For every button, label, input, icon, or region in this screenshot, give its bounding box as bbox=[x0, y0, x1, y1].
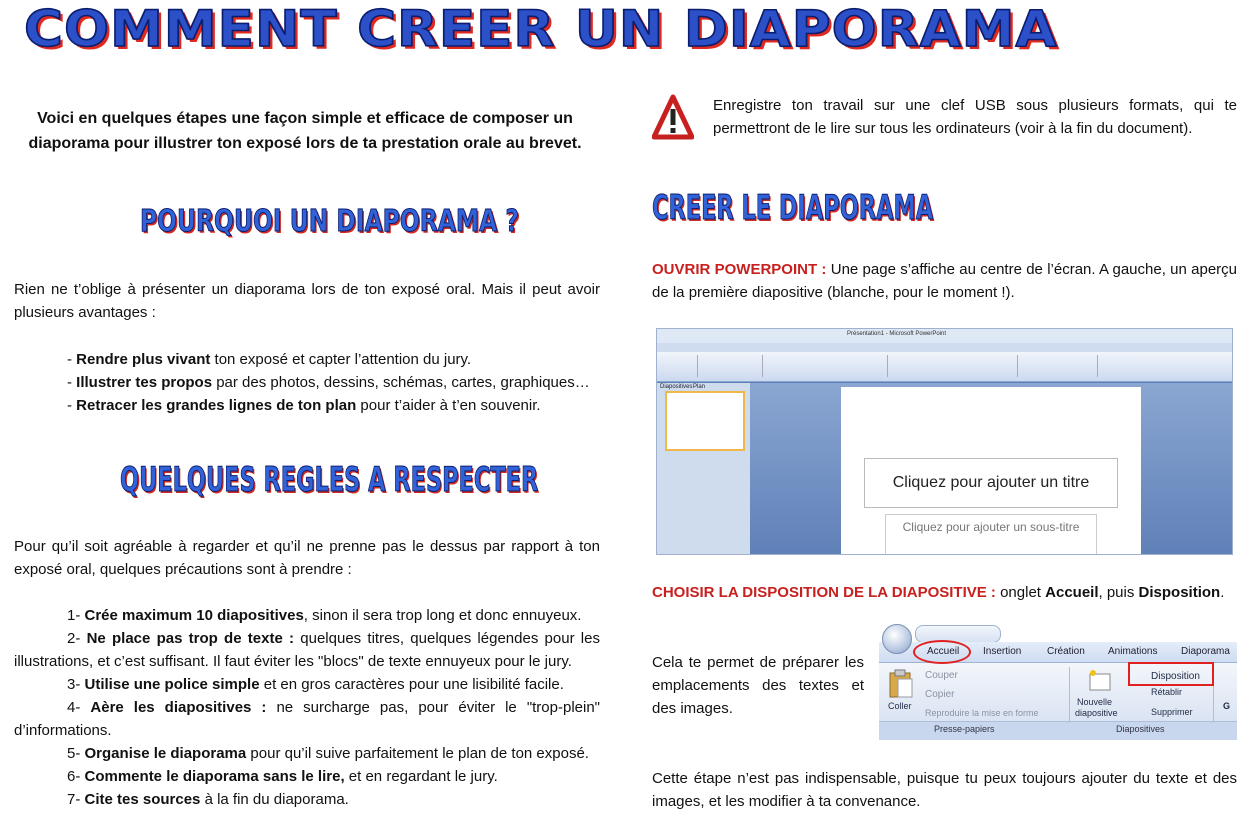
list-item: - Rendre plus vivant ton exposé et capter l’attention du jury. bbox=[67, 351, 472, 368]
step2-description: Cela te permet de préparer les emplacements des textes et des images. bbox=[652, 654, 864, 717]
list-item: 5- Organise le diaporama pour qu’il suive parfaitement le plan de ton exposé. bbox=[67, 745, 589, 762]
accueil-highlight bbox=[913, 640, 971, 664]
tab-diaporama[interactable]: Diaporama bbox=[1181, 646, 1230, 657]
copier-button[interactable]: Copier bbox=[925, 689, 955, 700]
section1-bullet-list bbox=[67, 348, 607, 417]
warning-text: Enregistre ton travail sur une clef USB sous plusieurs formats, qui te permettront de le lire sur tous les ordinateurs (voir à la fin du document). bbox=[713, 97, 1237, 137]
window-titlebar bbox=[657, 329, 1232, 343]
intro-text: Voici en quelques étapes une façon simple et efficace de composer un diaporama pour illustrer ton exposé lors de ta prestation orale au brevet. bbox=[28, 110, 582, 152]
step1-text: OUVRIR POWERPOINT : Une page s’affiche au centre de l’écran. A gauche, un aperçu de la première diapositive (blanche, pour le moment !). bbox=[652, 261, 1238, 301]
office-button[interactable] bbox=[882, 624, 912, 654]
nouvelle-diapositive-button[interactable]: Nouvelle bbox=[1077, 697, 1113, 707]
nouvelle-diapositive-label: diapositive bbox=[1075, 708, 1118, 718]
disposition-button[interactable]: Disposition bbox=[1151, 671, 1200, 682]
title-placeholder[interactable]: Cliquez pour ajouter un titre bbox=[864, 458, 1118, 508]
tab-creation[interactable]: Création bbox=[1047, 646, 1085, 657]
section-heading-pourquoi: POURQUOI UN DIAPORAMA ? bbox=[140, 204, 519, 239]
section1-paragraph: Rien ne t’oblige à présenter un diaporama lors de ton exposé oral. Mais il peut avoir plusieurs avantages : bbox=[14, 281, 600, 321]
tab-animations[interactable]: Animations bbox=[1108, 646, 1158, 657]
list-item: 6- Commente le diaporama sans le lire, et en regardant le jury. bbox=[67, 768, 498, 785]
clipboard-icon bbox=[888, 669, 914, 699]
ribbon-group-labels bbox=[879, 721, 1237, 740]
slide-thumbnail[interactable] bbox=[665, 391, 745, 451]
bold-button[interactable]: G bbox=[1223, 701, 1231, 711]
group-presse-papiers: Presse-papiers bbox=[934, 724, 995, 734]
retablir-button[interactable]: Rétablir bbox=[1151, 687, 1183, 697]
list-item: 1- Crée maximum 10 diapositives, sinon il sera trop long et donc ennuyeux. bbox=[67, 607, 582, 624]
window-title: Présentation1 - Microsoft PowerPoint bbox=[847, 331, 947, 337]
ribbon-tabs bbox=[657, 343, 1232, 352]
coller-button[interactable]: Coller bbox=[888, 701, 912, 711]
panel-tab-diapositives[interactable]: Diapositives bbox=[660, 384, 693, 390]
panel-tab-plan[interactable]: Plan bbox=[693, 384, 706, 390]
step2-text: CHOISIR LA DISPOSITION DE LA DIAPOSITIVE : onglet Accueil, puis Disposition. bbox=[652, 584, 1225, 601]
list-item: 3- Utilise une police simple et en gros caractères pour une lisibilité facile. bbox=[67, 676, 564, 693]
list-item: 4- Aère les diapositives : ne surcharge pas, pour éviter le "trop-plein" d’informations. bbox=[14, 699, 600, 739]
list-item: - Illustrer tes propos par des photos, dessins, schémas, cartes, graphiques… bbox=[67, 374, 590, 391]
powerpoint-screenshot bbox=[656, 328, 1233, 555]
supprimer-button[interactable]: Supprimer bbox=[1151, 707, 1193, 717]
section-heading-regles: QUELQUES REGLES A RESPECTER bbox=[120, 460, 539, 500]
warning-icon bbox=[652, 94, 694, 142]
rules-list bbox=[14, 604, 600, 811]
closing-text: Cette étape n’est pas indispensable, puisque tu peux toujours ajouter du texte et des images, et les modifier à ta convenance. bbox=[652, 770, 1237, 810]
list-item: - Retracer les grandes lignes de ton plan pour t’aider à t’en souvenir. bbox=[67, 397, 541, 414]
section2-paragraph: Pour qu’il soit agréable à regarder et qu’il ne prenne pas le dessus par rapport à ton exposé oral, quelques précautions sont à prendre : bbox=[14, 538, 600, 578]
tab-accueil[interactable]: Accueil bbox=[927, 646, 960, 657]
new-slide-icon bbox=[1087, 669, 1113, 693]
list-item: 7- Cite tes sources à la fin du diaporama. bbox=[67, 791, 349, 808]
subtitle-placeholder[interactable]: Cliquez pour ajouter un sous-titre bbox=[885, 514, 1097, 555]
ribbon bbox=[657, 352, 1232, 382]
page-title: COMMENT CREER UN DIAPORAMA bbox=[24, 0, 1058, 58]
section-heading-creer: CREER LE DIAPORAMA bbox=[652, 188, 934, 228]
list-item: 2- Ne place pas trop de texte : quelques titres, quelques légendes pour les illustrations, et c’est suffisant. Il faut éviter les "blocs" de texte ennuyeux pour le jury. bbox=[14, 630, 600, 670]
couper-button[interactable]: Couper bbox=[925, 670, 958, 681]
tab-insertion[interactable]: Insertion bbox=[983, 646, 1022, 657]
reproduire-button[interactable]: Reproduire la mise en forme bbox=[925, 708, 1039, 718]
disposition-highlight bbox=[1128, 662, 1214, 686]
group-diapositives: Diapositives bbox=[1116, 724, 1165, 734]
